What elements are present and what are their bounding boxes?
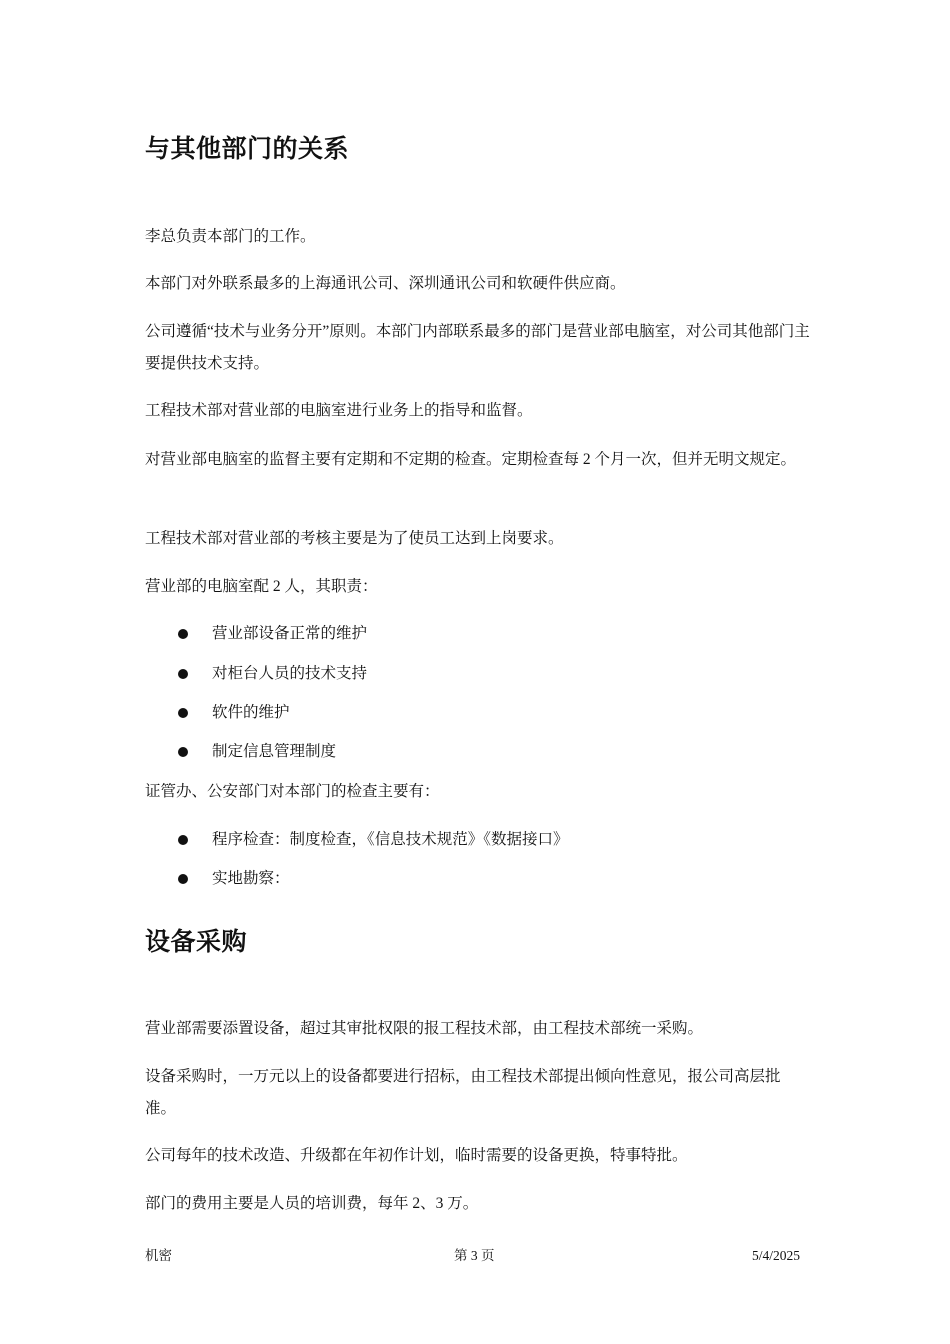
- footer-confidential: 机密: [145, 1248, 172, 1263]
- list-item-text: 营业部设备正常的维护: [212, 625, 368, 642]
- bullet-icon: [178, 708, 188, 718]
- section-heading-relations: 与其他部门的关系: [145, 134, 350, 163]
- list-item: [178, 662, 367, 686]
- bullet-icon: [178, 874, 188, 884]
- list-item: [178, 867, 290, 891]
- section-heading-procurement: 设备采购: [145, 927, 248, 956]
- paragraph: 工程技术部对营业部的考核主要是为了使员工达到上岗要求。: [145, 530, 564, 547]
- bullet-icon: [178, 669, 188, 679]
- paragraph: 本部门对外联系最多的上海通讯公司、深圳通讯公司和软硬件供应商。: [145, 275, 626, 292]
- list-item: [178, 828, 569, 852]
- list-item-text: 程序检查：制度检查，《信息技术规范》《数据接口》: [212, 831, 569, 848]
- footer-date: 5/4/2025: [752, 1248, 801, 1263]
- bullet-icon: [178, 835, 188, 845]
- list-item: [178, 701, 290, 725]
- list-item-text: 实地勘察：: [212, 870, 290, 887]
- paragraph: 公司遵循“技术与业务分开”原则。本部门内部联系最多的部门是营业部电脑室，对公司其他部门主要提供技术支持。: [145, 323, 810, 372]
- footer-page-number: 第 3 页: [454, 1248, 495, 1263]
- bullet-icon: [178, 747, 188, 757]
- paragraph: 公司每年的技术改造、升级都在年初作计划，临时需要的设备更换，特事特批。: [145, 1147, 688, 1164]
- list-item-text: 制定信息管理制度: [212, 743, 337, 760]
- paragraph: 证管办、公安部门对本部门的检查主要有：: [145, 783, 440, 800]
- paragraph: 设备采购时，一万元以上的设备都要进行招标，由工程技术部提出倾向性意见，报公司高层批准。: [145, 1068, 781, 1117]
- list-item-text: 软件的维护: [212, 704, 290, 721]
- paragraph: 营业部的电脑室配 2 人，其职责：: [145, 578, 378, 595]
- paragraph: 对营业部电脑室的监督主要有定期和不定期的检查。定期检查每 2 个月一次，但并无明文规定。: [145, 451, 797, 468]
- paragraph: 李总负责本部门的工作。: [145, 228, 316, 245]
- bullet-icon: [178, 629, 188, 639]
- list-item-text: 对柜台人员的技术支持: [212, 665, 368, 682]
- paragraph: 工程技术部对营业部的电脑室进行业务上的指导和监督。: [145, 402, 533, 419]
- paragraph: 营业部需要添置设备，超过其审批权限的报工程技术部，由工程技术部统一采购。: [145, 1020, 704, 1037]
- paragraph: 部门的费用主要是人员的培训费，每年 2、3 万。: [145, 1195, 479, 1212]
- list-item: [178, 622, 367, 646]
- list-item: [178, 740, 336, 764]
